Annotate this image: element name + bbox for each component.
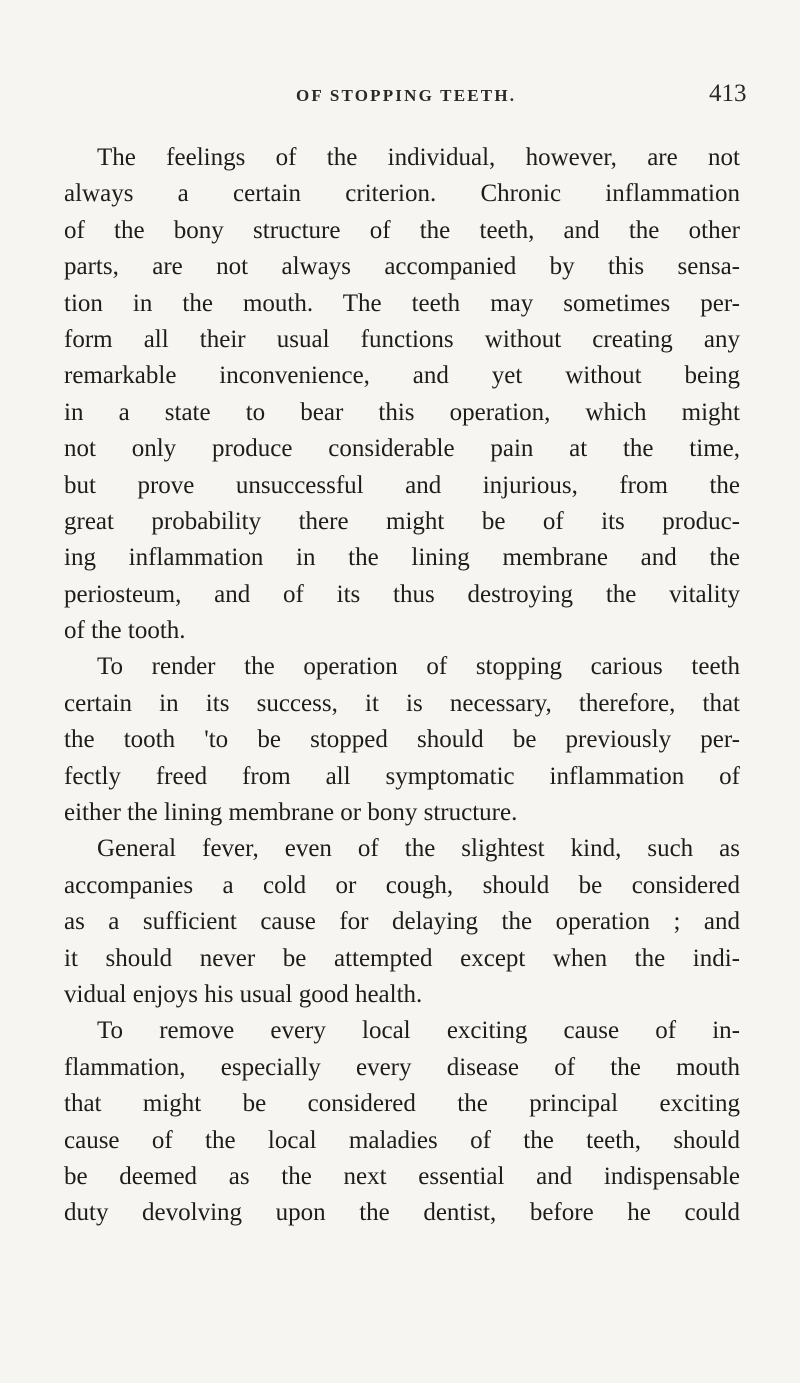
text-line: it should never be attempted except when the indi- [64,944,740,972]
text-line: always a certain criterion. Chronic inflammation [64,180,740,208]
text-line: certain in its success, it is necessary, therefore, that [64,689,740,717]
text-line: but prove unsuccessful and injurious, from the [64,471,740,499]
text-line: vidual enjoys his usual good health. [64,980,423,1008]
text-line: periosteum, and of its thus destroying the vitality [64,580,740,608]
text-line: remarkable inconvenience, and yet without being [64,362,740,390]
text-line: accompanies a cold or cough, should be considered [64,871,740,899]
text-line: of the bony structure of the teeth, and the other [64,216,740,244]
body-text [64,140,740,1232]
text-line: great probability there might be of its produc- [64,507,740,535]
text-line: flammation, especially every disease of the mouth [64,1053,740,1081]
text-line: The feelings of the individual, however, are not [97,144,740,171]
text-line: To remove every local exciting cause of in- [97,1017,740,1045]
text-line: in a state to bear this operation, which might [64,398,740,426]
text-line: cause of the local maladies of the teeth, should [64,1126,740,1154]
text-line: that might be considered the principal exciting [64,1090,740,1118]
text-line: To render the operation of stopping carious teeth [97,653,740,681]
running-head: OF STOPPING TEETH. [296,86,517,105]
text-line: ing inflammation in the lining membrane and the [64,544,740,572]
text-line: duty devolving upon the dentist, before he could [64,1199,740,1227]
text-line: the tooth 'to be stopped should be previously per- [64,726,740,754]
text-line: parts, are not always accompanied by this sensa- [64,253,740,281]
text-line: be deemed as the next essential and indispensable [64,1162,740,1190]
text-line: of the tooth. [64,617,186,645]
text-line: as a sufficient cause for delaying the operation ; and [64,908,740,936]
text-line: not only produce considerable pain at the time, [64,435,740,463]
text-line: tion in the mouth. The teeth may sometimes per- [64,289,740,317]
page-number: 413 [709,80,747,107]
text-line: either the lining membrane or bony structure. [64,799,518,827]
text-line: form all their usual functions without creating any [64,325,740,353]
text-line: General fever, even of the slightest kind, such as [97,835,740,863]
text-line: fectly freed from all symptomatic inflammation of [64,762,740,790]
